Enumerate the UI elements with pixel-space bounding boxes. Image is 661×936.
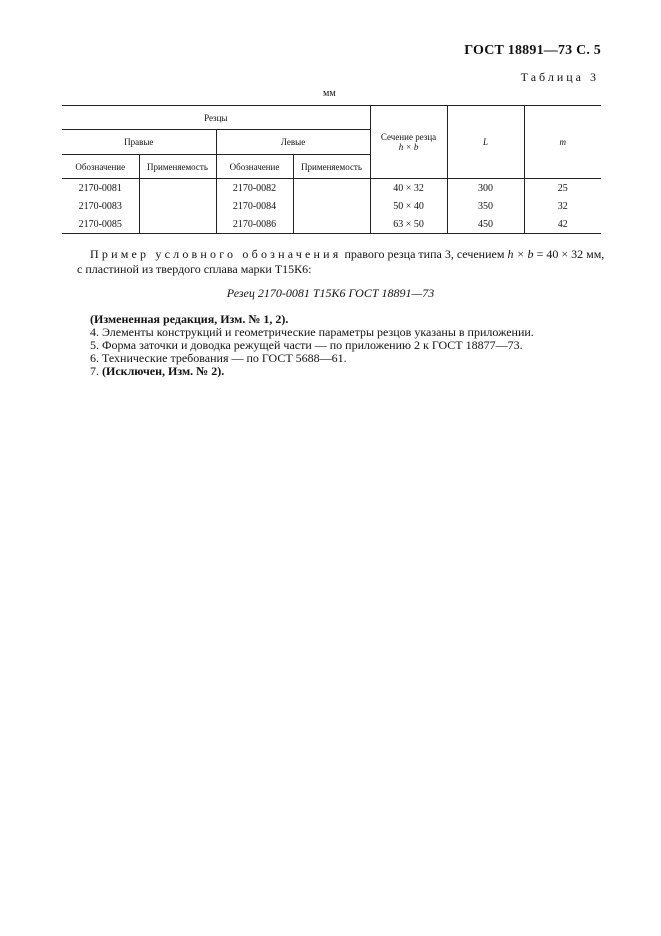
item-7-number: 7. <box>90 364 102 378</box>
item-7 <box>90 364 224 379</box>
section-header-line1: Сечение резца <box>380 132 437 142</box>
right-designation-header: Обозначение <box>62 155 139 179</box>
item-4: 4. Элементы конструкций и геометрические параметры резцов указаны в приложении. <box>90 325 534 339</box>
amended-note: (Измененная редакция, Изм. № 1, 2). <box>90 312 289 326</box>
cell-left-applicability <box>293 179 370 198</box>
example-line2: с пластиной из твердого сплава марки Т15К6: <box>77 262 312 276</box>
cell-right-designation: 2170-0081 <box>62 179 139 198</box>
group-header: Резцы <box>62 106 370 130</box>
example-designation: Резец 2170-0081 Т15К6 ГОСТ 18891—73 <box>226 286 435 300</box>
m-header: m <box>524 106 601 179</box>
cell-section: 63 × 50 <box>370 215 447 234</box>
table-unit: мм <box>323 88 336 99</box>
example-hb: h × b <box>507 247 534 261</box>
example-paragraph <box>90 247 604 262</box>
table-row <box>62 215 601 234</box>
right-cutters-header: Правые <box>62 130 216 155</box>
cell-left-applicability <box>293 197 370 215</box>
example-text-a: правого резца типа 3, сечением <box>341 247 508 261</box>
cell-m: 32 <box>524 197 601 215</box>
L-header: L <box>447 106 524 179</box>
section-header <box>370 106 447 179</box>
left-designation-header: Обозначение <box>216 155 293 179</box>
cell-left-designation: 2170-0082 <box>216 179 293 198</box>
cell-right-applicability <box>139 197 216 215</box>
left-cutters-header: Левые <box>216 130 370 155</box>
item-6: 6. Технические требования — по ГОСТ 5688—61. <box>90 351 347 365</box>
table-label: Таблица 3 <box>520 70 599 84</box>
cell-left-designation: 2170-0084 <box>216 197 293 215</box>
left-applicability-header: Применяемость <box>293 155 370 179</box>
cell-L: 450 <box>447 215 524 234</box>
cell-left-designation: 2170-0086 <box>216 215 293 234</box>
table-row <box>62 179 601 198</box>
table-row <box>62 197 601 215</box>
item-7-text: (Исключен, Изм. № 2). <box>102 364 225 378</box>
cell-right-designation: 2170-0083 <box>62 197 139 215</box>
cell-right-applicability <box>139 215 216 234</box>
cell-m: 25 <box>524 179 601 198</box>
item-5: 5. Форма заточки и доводка режущей части — по приложению 2 к ГОСТ 18877—73. <box>90 338 523 352</box>
cell-L: 350 <box>447 197 524 215</box>
cell-L: 300 <box>447 179 524 198</box>
cutters-table <box>62 105 601 234</box>
cell-left-applicability <box>293 215 370 234</box>
right-applicability-header: Применяемость <box>139 155 216 179</box>
section-header-line2: h × b <box>398 142 419 152</box>
cell-right-designation: 2170-0085 <box>62 215 139 234</box>
cell-right-applicability <box>139 179 216 198</box>
example-lead: Пример условного обозначения <box>90 247 342 261</box>
example-text-b: = 40 × 32 мм, <box>533 247 605 261</box>
cell-m: 42 <box>524 215 601 234</box>
page-header: ГОСТ 18891—73 С. 5 <box>464 43 601 58</box>
cell-section: 40 × 32 <box>370 179 447 198</box>
cell-section: 50 × 40 <box>370 197 447 215</box>
